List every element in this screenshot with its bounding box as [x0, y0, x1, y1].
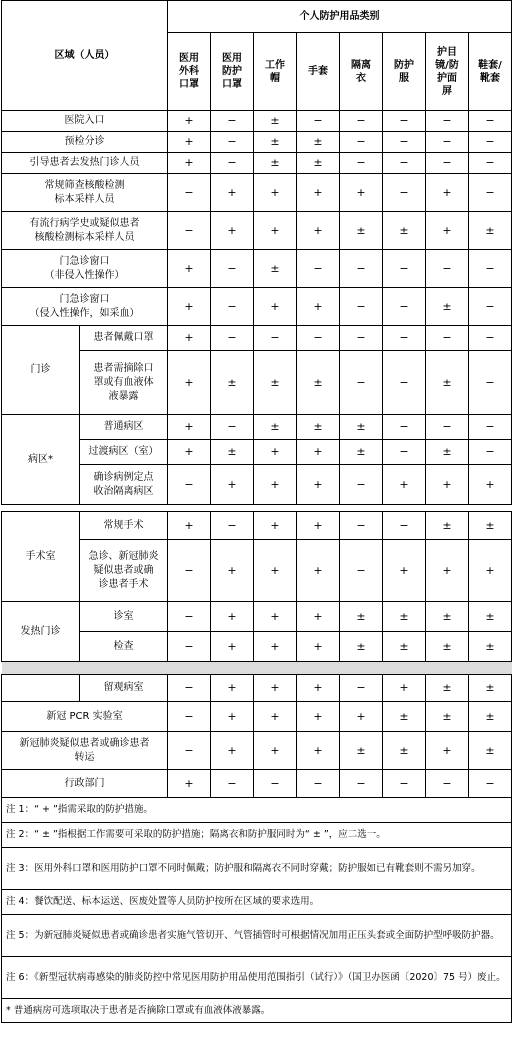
ppe-value-cell: −	[168, 540, 211, 602]
cell-text-line: 工作	[265, 59, 285, 71]
ppe-value-cell: −	[168, 465, 211, 505]
ppe-value-cell: −	[383, 288, 426, 326]
ppe-value-cell: +	[168, 132, 211, 153]
ppe-value-cell: ±	[211, 440, 254, 465]
table-row	[2, 770, 512, 798]
group-label-cell: 发热门诊	[2, 602, 80, 662]
cell-text-line: 留观病室	[103, 682, 144, 693]
ppe-value-cell: ±	[469, 732, 512, 770]
ppe-value-cell: −	[211, 512, 254, 540]
ppe-value-cell: ±	[211, 351, 254, 415]
ppe-value-cell: +	[254, 465, 297, 505]
separator-row	[2, 662, 512, 675]
ppe-value-cell: −	[211, 288, 254, 326]
ppe-value-cell: +	[297, 512, 340, 540]
ppe-value-cell: +	[297, 675, 340, 702]
group-header: 个人防护用品类别	[168, 1, 512, 33]
area-cell	[2, 132, 168, 153]
ppe-value-cell: +	[297, 732, 340, 770]
ppe-value-cell: −	[254, 770, 297, 798]
ppe-value-cell: +	[168, 288, 211, 326]
ppe-value-cell: ±	[426, 602, 469, 632]
note-row	[2, 848, 512, 890]
cell-text-line: 过渡病区（室）	[88, 446, 159, 457]
cell-text-line: 预检分诊	[64, 136, 105, 147]
cell-text-line: 检查	[113, 640, 134, 652]
ppe-value-cell: ±	[426, 675, 469, 702]
ppe-value-cell: +	[297, 288, 340, 326]
ppe-value-cell: ±	[383, 702, 426, 732]
ppe-value-cell: −	[469, 351, 512, 415]
ppe-value-cell: −	[426, 326, 469, 351]
ppe-value-cell: ±	[254, 132, 297, 153]
table-row	[2, 174, 512, 212]
cell-text-line: 口罩	[222, 79, 242, 90]
cell-text-line: 医院入口	[64, 115, 105, 126]
group-label-cell: 手术室	[2, 512, 80, 602]
cell-text-line: 外科	[179, 66, 199, 77]
ppe-value-cell: −	[469, 174, 512, 212]
cell-text-line: 衣	[356, 72, 366, 84]
cell-text-line: 收治隔离病区	[93, 485, 154, 497]
header-row	[2, 1, 512, 33]
column-header	[297, 33, 340, 111]
area-cell	[2, 250, 168, 288]
note-row	[2, 890, 512, 915]
ppe-value-cell: +	[211, 465, 254, 505]
ppe-value-cell: +	[168, 111, 211, 132]
scan-band	[2, 662, 512, 675]
sub-area-cell	[80, 512, 168, 540]
cell-text-line: 镜/防	[435, 59, 459, 71]
note-text: 注 2：“ ± ”指根据工作需要可采取的防护措施；隔离衣和防护服同时为“ ± ”，应二选一。	[2, 823, 512, 848]
note-text: 注 4：餐饮配送、标本运送、医废处置等人员防护按所在区域的要求选用。	[2, 890, 512, 915]
ppe-value-cell: −	[383, 351, 426, 415]
ppe-value-cell: ±	[426, 288, 469, 326]
ppe-value-cell: +	[168, 770, 211, 798]
cell-text-line: 疑似患者或确	[93, 564, 154, 576]
ppe-value-cell: ±	[297, 415, 340, 440]
ppe-value-cell: +	[168, 415, 211, 440]
ppe-value-cell: −	[469, 288, 512, 326]
ppe-value-cell: −	[297, 326, 340, 351]
ppe-value-cell: +	[297, 440, 340, 465]
ppe-value-cell: ±	[254, 111, 297, 132]
table-row	[2, 732, 512, 770]
ppe-value-cell: +	[254, 512, 297, 540]
cell-text-line: 帽	[270, 72, 280, 84]
ppe-value-cell: −	[469, 250, 512, 288]
column-header	[383, 33, 426, 111]
cell-text-line: 诊患者手术	[98, 578, 149, 590]
sub-area-cell	[80, 632, 168, 662]
ppe-value-cell: ±	[383, 212, 426, 250]
cell-text-line: 靴套	[480, 72, 500, 84]
ppe-value-cell: −	[469, 770, 512, 798]
ppe-value-cell: −	[383, 250, 426, 288]
ppe-value-cell: −	[426, 153, 469, 174]
ppe-value-cell: +	[297, 602, 340, 632]
ppe-value-cell: ±	[383, 732, 426, 770]
table-row	[2, 602, 512, 632]
ppe-value-cell: +	[211, 540, 254, 602]
ppe-value-cell: −	[383, 174, 426, 212]
area-cell	[2, 174, 168, 212]
column-header	[426, 33, 469, 111]
cell-text-line: 罩或有血液体	[93, 376, 154, 388]
ppe-value-cell: ±	[254, 250, 297, 288]
ppe-value-cell: +	[254, 702, 297, 732]
sub-area-cell	[80, 351, 168, 415]
ppe-value-cell: ±	[254, 351, 297, 415]
ppe-value-cell: ±	[426, 512, 469, 540]
ppe-value-cell: +	[340, 702, 383, 732]
cell-text-line: （侵入性操作，如采血）	[29, 307, 140, 319]
ppe-value-cell: +	[297, 540, 340, 602]
cell-text-line: 液暴露	[108, 390, 139, 402]
ppe-value-cell: +	[426, 540, 469, 602]
ppe-value-cell: −	[383, 512, 426, 540]
cell-text-line: 患者需摘除口	[93, 362, 154, 374]
area-cell	[2, 212, 168, 250]
ppe-value-cell: −	[211, 153, 254, 174]
ppe-value-cell: −	[297, 770, 340, 798]
cell-text-line: 屏	[442, 85, 452, 97]
ppe-value-cell: −	[168, 732, 211, 770]
ppe-value-cell: −	[340, 512, 383, 540]
cell-text-line: 患者佩戴口罩	[93, 332, 154, 343]
ppe-value-cell: +	[297, 174, 340, 212]
ppe-value-cell: −	[168, 602, 211, 632]
ppe-value-cell: ±	[469, 675, 512, 702]
ppe-value-cell: +	[211, 632, 254, 662]
ppe-value-cell: +	[297, 465, 340, 505]
ppe-value-cell: −	[297, 111, 340, 132]
cell-text-line: （非侵入性操作）	[44, 269, 125, 281]
ppe-value-cell: −	[211, 415, 254, 440]
ppe-value-cell: −	[168, 675, 211, 702]
column-header	[340, 33, 383, 111]
note-row	[2, 957, 512, 999]
ppe-value-cell: ±	[340, 415, 383, 440]
ppe-value-cell: +	[254, 212, 297, 250]
table-row	[2, 415, 512, 440]
ppe-value-cell: ±	[383, 632, 426, 662]
ppe-value-cell: +	[211, 702, 254, 732]
ppe-value-cell: +	[469, 540, 512, 602]
note-text: 注 5：为新冠肺炎疑似患者或确诊患者实施气管切开、气管插管时可根据情况加用正压头套或全面防护型呼吸防护器。	[2, 915, 512, 957]
area-cell	[2, 770, 168, 798]
ppe-value-cell: +	[211, 212, 254, 250]
cell-text-line: 确诊病例定点	[93, 471, 154, 483]
sub-area-cell	[80, 602, 168, 632]
ppe-value-cell: −	[168, 212, 211, 250]
table-row	[2, 702, 512, 732]
ppe-value-cell: −	[340, 351, 383, 415]
ppe-value-cell: +	[254, 440, 297, 465]
ppe-value-cell: +	[254, 732, 297, 770]
ppe-value-cell: −	[469, 111, 512, 132]
ppe-value-cell: +	[168, 351, 211, 415]
ppe-value-cell: −	[383, 153, 426, 174]
ppe-value-cell: −	[340, 132, 383, 153]
note-row	[2, 798, 512, 823]
ppe-value-cell: −	[383, 770, 426, 798]
cell-text-line: 手套	[308, 66, 328, 77]
ppe-value-cell: +	[297, 702, 340, 732]
table-row	[2, 153, 512, 174]
sub-area-cell	[80, 465, 168, 505]
cell-text-line: 防护	[394, 59, 414, 71]
ppe-value-cell: −	[340, 540, 383, 602]
ppe-value-cell: −	[469, 326, 512, 351]
ppe-value-cell: −	[469, 415, 512, 440]
ppe-value-cell: −	[254, 326, 297, 351]
cell-text-line: 新冠 PCR 实验室	[46, 710, 123, 722]
ppe-value-cell: +	[297, 212, 340, 250]
ppe-value-cell: −	[168, 174, 211, 212]
ppe-value-cell: −	[340, 326, 383, 351]
cell-text-line: 标本采样人员	[54, 193, 115, 205]
ppe-value-cell: +	[254, 540, 297, 602]
column-header	[168, 33, 211, 111]
ppe-value-cell: −	[426, 415, 469, 440]
ppe-value-cell: +	[469, 465, 512, 505]
sub-area-cell	[80, 675, 168, 702]
sub-area-cell	[80, 415, 168, 440]
ppe-value-cell: −	[383, 415, 426, 440]
ppe-value-cell: ±	[383, 602, 426, 632]
cell-text-line: 门急诊窗口	[59, 293, 110, 305]
cell-text-line: 行政部门	[64, 777, 105, 789]
cell-text-line: 转运	[74, 751, 95, 763]
cell-text-line: 鞋套/	[478, 59, 502, 71]
ppe-value-cell: +	[168, 440, 211, 465]
ppe-value-cell: +	[383, 540, 426, 602]
sub-area-cell	[80, 326, 168, 351]
ppe-value-cell: ±	[340, 632, 383, 662]
sub-area-cell	[80, 440, 168, 465]
ppe-value-cell: +	[254, 174, 297, 212]
table-row	[2, 675, 512, 702]
area-cell	[2, 288, 168, 326]
ppe-value-cell: +	[426, 732, 469, 770]
note-row	[2, 915, 512, 957]
table-row	[2, 212, 512, 250]
ppe-value-cell: −	[469, 132, 512, 153]
cell-text-line: 护目	[437, 46, 457, 58]
table-row	[2, 250, 512, 288]
ppe-value-cell: −	[426, 770, 469, 798]
ppe-value-cell: −	[340, 250, 383, 288]
ppe-value-cell: +	[383, 465, 426, 505]
cell-text-line: 普通病区	[103, 421, 144, 432]
ppe-value-cell: +	[168, 512, 211, 540]
table-row	[2, 132, 512, 153]
blank-cell	[2, 675, 80, 702]
ppe-value-cell: +	[297, 632, 340, 662]
note-text: 注 6：《新型冠状病毒感染的肺炎防控中常见医用防护用品使用范围指引（试行）》（国卫办医函〔2020〕75 号）废止。	[2, 957, 512, 999]
ppe-value-cell: +	[426, 212, 469, 250]
area-cell	[2, 111, 168, 132]
ppe-value-cell: ±	[469, 702, 512, 732]
ppe-value-cell: ±	[469, 512, 512, 540]
ppe-value-cell: −	[383, 111, 426, 132]
ppe-value-cell: +	[211, 174, 254, 212]
table-row	[2, 111, 512, 132]
ppe-value-cell: ±	[426, 632, 469, 662]
cell-text-line: 诊室	[113, 610, 134, 622]
cell-text-line: 防护	[222, 66, 242, 77]
ppe-value-cell: −	[469, 440, 512, 465]
cell-text-line: 门急诊窗口	[59, 255, 110, 267]
ppe-value-cell: −	[211, 132, 254, 153]
cell-text-line: 常规手术	[103, 519, 144, 531]
note-text: 注 3：医用外科口罩和医用防护口罩不同时佩戴；防护服和隔离衣不同时穿戴；防护服如已有靴套则不需另加穿。	[2, 848, 512, 890]
ppe-value-cell: −	[426, 132, 469, 153]
cell-text-line: 核酸检测标本采样人员	[34, 231, 135, 243]
ppe-value-cell: ±	[254, 415, 297, 440]
ppe-value-cell: ±	[340, 440, 383, 465]
ppe-value-cell: ±	[426, 351, 469, 415]
cell-text-line: 新冠肺炎疑似患者或确诊患者	[19, 737, 150, 749]
ppe-value-cell: −	[211, 326, 254, 351]
cell-text-line: 医用	[222, 53, 242, 64]
ppe-value-cell: ±	[254, 153, 297, 174]
ppe-value-cell: +	[426, 174, 469, 212]
cell-text-line: 常规筛查核酸检测	[44, 179, 125, 191]
ppe-value-cell: +	[168, 326, 211, 351]
ppe-table	[1, 0, 512, 1023]
ppe-value-cell: +	[254, 602, 297, 632]
separator	[2, 505, 512, 512]
ppe-value-cell: +	[383, 675, 426, 702]
ppe-value-cell: ±	[469, 602, 512, 632]
ppe-value-cell: −	[211, 250, 254, 288]
table-row	[2, 512, 512, 540]
note-text: 注 1：“ + ”指需采取的防护措施。	[2, 798, 512, 823]
ppe-value-cell: ±	[297, 153, 340, 174]
column-header	[254, 33, 297, 111]
cell-text-line: 护面	[437, 72, 457, 84]
ppe-value-cell: ±	[340, 602, 383, 632]
ppe-value-cell: −	[211, 111, 254, 132]
ppe-value-cell: −	[426, 250, 469, 288]
ppe-value-cell: +	[426, 465, 469, 505]
ppe-value-cell: ±	[297, 132, 340, 153]
separator-row	[2, 505, 512, 512]
cell-text-line: 隔离	[351, 59, 371, 71]
ppe-value-cell: −	[340, 770, 383, 798]
ppe-value-cell: −	[383, 326, 426, 351]
ppe-value-cell: ±	[469, 632, 512, 662]
sub-area-cell	[80, 540, 168, 602]
area-header: 区域（人员）	[2, 1, 168, 111]
ppe-value-cell: +	[211, 602, 254, 632]
ppe-value-cell: ±	[426, 702, 469, 732]
ppe-value-cell: ±	[469, 212, 512, 250]
ppe-value-cell: ±	[340, 212, 383, 250]
ppe-value-cell: −	[340, 288, 383, 326]
ppe-value-cell: −	[340, 465, 383, 505]
note-row	[2, 999, 512, 1023]
note-row	[2, 823, 512, 848]
ppe-value-cell: −	[340, 675, 383, 702]
column-header	[211, 33, 254, 111]
table-row	[2, 288, 512, 326]
area-cell	[2, 732, 168, 770]
cell-text-line: 急诊、新冠肺炎	[88, 550, 159, 562]
cell-text-line: 口罩	[179, 79, 199, 90]
ppe-table-document	[1, 0, 511, 1023]
ppe-value-cell: +	[254, 632, 297, 662]
column-header	[469, 33, 512, 111]
ppe-value-cell: +	[211, 675, 254, 702]
cell-text-line: 服	[399, 72, 409, 84]
ppe-value-cell: ±	[297, 351, 340, 415]
ppe-value-cell: −	[383, 440, 426, 465]
ppe-value-cell: −	[426, 111, 469, 132]
ppe-value-cell: ±	[426, 440, 469, 465]
ppe-value-cell: +	[254, 288, 297, 326]
ppe-value-cell: −	[168, 702, 211, 732]
cell-text-line: 有流行病学史或疑似患者	[29, 217, 140, 229]
ppe-value-cell: −	[297, 250, 340, 288]
ppe-value-cell: +	[168, 153, 211, 174]
ppe-value-cell: ±	[340, 732, 383, 770]
ppe-value-cell: +	[211, 732, 254, 770]
area-cell	[2, 702, 168, 732]
ppe-value-cell: −	[211, 770, 254, 798]
group-label-cell: 门诊	[2, 326, 80, 415]
cell-text-line: 引导患者去发热门诊人员	[29, 157, 140, 168]
group-label-cell: 病区*	[2, 415, 80, 505]
ppe-value-cell: −	[168, 632, 211, 662]
table-row	[2, 326, 512, 351]
ppe-value-cell: +	[254, 675, 297, 702]
ppe-value-cell: +	[340, 174, 383, 212]
ppe-value-cell: −	[469, 153, 512, 174]
note-text: * 普通病房可选项取决于患者是否摘除口罩或有血液体液暴露。	[2, 999, 512, 1023]
ppe-value-cell: −	[383, 132, 426, 153]
ppe-value-cell: −	[340, 153, 383, 174]
area-cell	[2, 153, 168, 174]
ppe-value-cell: −	[340, 111, 383, 132]
ppe-value-cell: +	[168, 250, 211, 288]
cell-text-line: 医用	[179, 53, 199, 64]
